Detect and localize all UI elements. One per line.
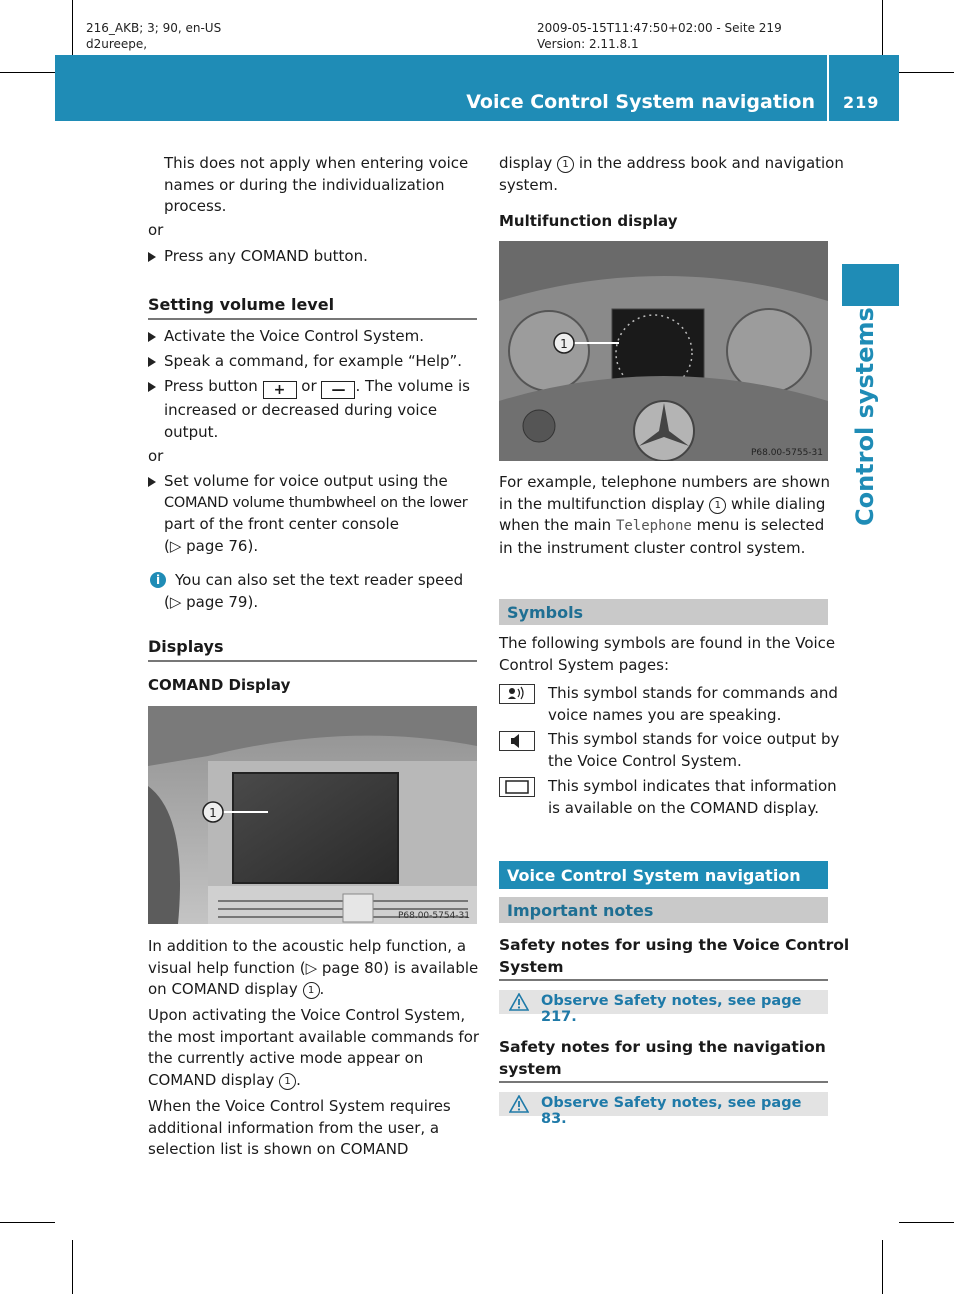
text-line: In addition to the acoustic help function, a [148,937,467,955]
text-line: visual help function (▷ page 80) is available [148,958,479,977]
subsection-heading: COMAND Display [148,676,291,694]
text-line: Safety notes for using the navigation [499,1038,826,1056]
image-code: P68.00-5755-31 [750,448,823,458]
crop-mark [882,1240,883,1294]
crop-mark [72,1240,73,1294]
crop-mark [0,1222,55,1223]
text-line: This symbol stands for commands and [548,684,838,702]
side-tab-marker [842,264,899,306]
text-line: The following symbols are found in the Voice [499,634,836,652]
list-item-text: Activate the Voice Control System. [164,327,425,345]
selection-paragraph [148,1096,451,1161]
text-line [148,1070,479,1092]
symbols-intro [499,633,835,676]
crop-mark [899,1222,954,1223]
heading-rule [148,318,477,320]
text-line: output. [164,422,219,441]
section-heading: Important notes [507,901,654,920]
image-code: P68.00-5754-31 [397,911,470,921]
text-line: selection list is shown on COMAND [148,1140,409,1158]
list-item-text [164,471,467,557]
text-fragment: COMAND display [148,1070,275,1089]
text-line: is available on the COMAND display. [548,798,819,817]
or-text: or [148,447,164,465]
text-line: System [499,958,564,976]
speaking-symbol-icon [499,684,535,704]
instrument-cluster-illustration [499,241,828,461]
display-symbol-icon [499,777,535,797]
help-paragraph [148,936,478,1001]
safety-heading-nav [499,1036,826,1080]
text-line: process. [164,197,227,215]
text-line: system [499,1060,562,1078]
text-fragment: on COMAND display [148,980,298,998]
text-line: When the Voice Control System requires [148,1097,451,1115]
activating-paragraph [148,1005,479,1091]
meta-left-line1: 216_AKB; 3; 90, en-US [86,21,222,35]
page-link[interactable]: (▷ page 79). [164,593,259,611]
text-line: part of the front center console [164,515,399,533]
example-paragraph [499,472,830,559]
vcs-navigation-section-bar [499,861,828,889]
text-line: the most important available commands for [148,1027,480,1046]
bullet-triangle-icon [148,477,156,487]
safety-warning-box [499,990,828,1025]
text-fragment: Press button [164,377,258,395]
list-item-text [164,376,470,443]
text-line: COMAND volume thumbwheel on the lower [164,494,468,511]
minus-button-icon: — [321,381,355,399]
text-fragment: . The volume is [355,377,470,395]
text-line: in the instrument cluster control system. [499,538,806,557]
important-notes-bar [499,897,828,923]
page-title: Voice Control System navigation [466,91,815,113]
text-fragment: while dialing [731,494,826,513]
text-fragment: when the main [499,516,612,534]
text-line [499,494,830,516]
text-line [148,979,478,1001]
meta-right [537,20,782,52]
crop-mark [899,72,954,73]
text-fragment: in the address book and navigation [578,154,844,172]
text-line: the Voice Control System. [548,751,742,770]
text-fragment: menu is selected [696,516,825,534]
text-line: system. [499,175,558,194]
warning-triangle-icon [509,993,529,1015]
section-heading: Symbols [507,603,584,622]
heading-rule [499,979,828,981]
bullet-triangle-icon [148,357,156,367]
text-line: This symbol stands for voice output by [548,730,840,748]
intro-paragraph [164,153,468,218]
page-link[interactable]: (▷ page 76). [164,536,259,555]
meta-right-line2: Version: 2.11.8.1 [537,37,639,51]
comand-display-photo [148,706,477,924]
text-line: names or during the individualization [164,175,445,194]
text-line: Upon activating the Voice Control System, [148,1006,466,1024]
bullet-triangle-icon [148,382,156,392]
text-line: Control System pages: [499,655,670,674]
text-fragment: display [499,154,553,172]
meta-left-line2: d2ureepe, [86,37,148,51]
text-line [499,515,830,538]
text-line: You can also set the text reader speed [175,571,464,589]
text-line: the currently active mode appear on [148,1049,424,1067]
callout-circle-icon: 1 [709,497,726,514]
text-fragment: . [296,1070,301,1089]
page-header [55,55,899,121]
meta-left [86,20,221,52]
info-icon: i [150,572,166,588]
callout-circle-icon: 1 [279,1073,296,1090]
warning-link[interactable]: Observe Safety notes, see page 217. [541,993,802,1025]
text-line: additional information from the user, a [148,1118,440,1137]
heading-rule [148,660,477,662]
safety-warning-box [499,1092,828,1127]
symbol-description [548,683,838,726]
crop-mark [882,0,883,55]
text-line: Safety notes for using the Voice Control [499,936,850,954]
dashboard-illustration [148,706,477,924]
header-divider [827,55,829,121]
voice-output-symbol-icon [499,731,535,751]
multifunction-display-photo [499,241,828,461]
crop-mark [72,0,73,55]
text-line: Set volume for voice output using the [164,472,448,490]
callout-circle-icon: 1 [557,156,574,173]
or-text: or [148,221,164,239]
continuation-paragraph [499,153,844,196]
text-fragment: or [301,377,317,395]
heading-rule [499,1081,828,1083]
page-number: 219 [843,93,880,112]
list-item-text: Speak a command, for example “Help”. [164,352,463,370]
text-fragment: . [319,980,325,998]
bullet-triangle-icon [148,252,156,262]
section-heading: Voice Control System navigation [507,866,801,885]
menu-name: Telephone [615,518,692,534]
meta-right-line1: 2009-05-15T11:47:50+02:00 - Seite 219 [537,21,782,35]
text-line: This symbol indicates that information [548,777,837,795]
plus-button-icon: + [263,381,297,399]
section-heading: Setting volume level [148,295,335,314]
section-heading: Displays [148,637,224,656]
text-fragment: in the multifunction display [499,494,705,513]
text-line: voice names you are speaking. [548,705,782,724]
symbol-description [548,776,837,819]
safety-heading-vcs [499,934,849,978]
text-line: For example, telephone numbers are shown [499,473,830,491]
symbols-section-bar [499,599,828,625]
warning-triangle-icon [509,1095,529,1117]
side-tab-label: Control systems [851,307,879,526]
text-line: increased or decreased during voice [164,401,438,419]
symbol-description [548,729,839,772]
text-line: This does not apply when entering voice [164,154,469,172]
bullet-triangle-icon [148,332,156,342]
crop-mark [0,72,55,73]
text-line [499,153,844,175]
list-item-text: Press any COMAND button. [164,247,368,265]
warning-link[interactable]: Observe Safety notes, see page 83. [541,1095,802,1127]
callout-number: 1 [209,806,217,820]
callout-circle-icon: 1 [303,982,320,999]
callout-number: 1 [560,337,568,351]
subsection-heading: Multifunction display [499,212,678,230]
